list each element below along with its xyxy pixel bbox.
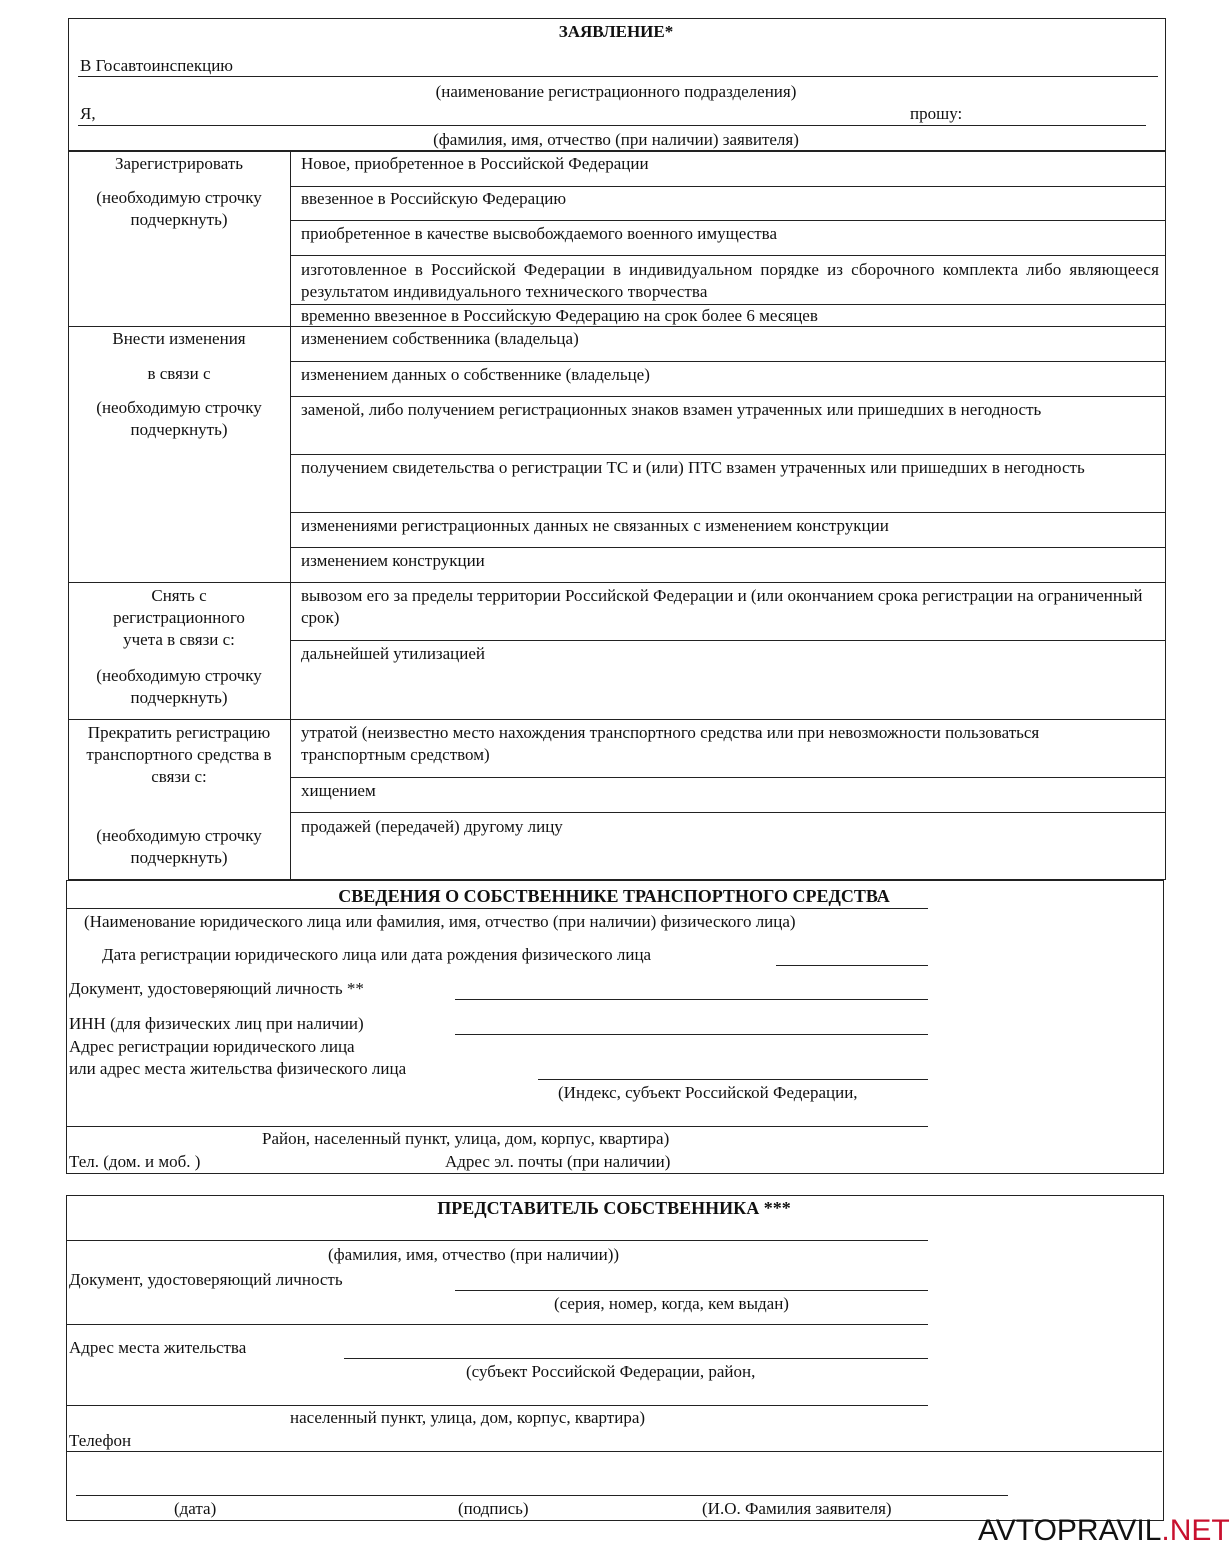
rep-name-line[interactable] xyxy=(66,1240,928,1241)
owner-inn-line[interactable] xyxy=(455,1034,928,1035)
rep-phone-label: Телефон xyxy=(69,1431,132,1450)
underline-hint: (необходимую строчку подчеркнуть) xyxy=(96,666,262,707)
option-assembled[interactable]: изготовленное в Российской Федерации в индивидуальном порядке из сборочного комплекта либо являющееся результатом индивидуального технического творчества xyxy=(301,260,1159,301)
row-separator xyxy=(290,220,1165,221)
section-register-label: Зарегистрировать xyxy=(114,154,244,173)
section-change-sub: в связи с xyxy=(147,364,211,383)
fio-hint: (И.О. Фамилия заявителя) xyxy=(702,1499,892,1518)
owner-address-line-2[interactable] xyxy=(66,1126,928,1127)
rep-name-hint: (фамилия, имя, отчество (при наличии)) xyxy=(328,1245,620,1264)
signature-line[interactable] xyxy=(76,1495,1008,1496)
table-divider xyxy=(290,150,291,879)
option-new-rf[interactable]: Новое, приобретенное в Российской Федерации xyxy=(301,154,649,173)
section-deregister-label: Снять с регистрационного учета в связи с: xyxy=(113,586,245,649)
row-separator xyxy=(290,454,1165,455)
rep-address-line[interactable] xyxy=(344,1358,928,1359)
option-certificate-replace[interactable]: получением свидетельства о регистрации ТС и (или) ПТС взамен утраченных или пришедших в негодность xyxy=(301,458,1085,477)
option-plates-replace[interactable]: заменой, либо получением регистрационных знаков взамен утраченных или пришедших в негодность xyxy=(301,400,1042,419)
option-owner-data-change[interactable]: изменением данных о собственнике (владельце) xyxy=(301,365,650,384)
row-separator xyxy=(290,186,1165,187)
to-label: В Госавтоинспекцию xyxy=(80,56,233,75)
owner-email-label: Адрес эл. почты (при наличии) xyxy=(445,1152,671,1171)
watermark-main: AVTOPRAVIL xyxy=(978,1514,1162,1547)
owner-address-hint: (Индекс, субъект Российской Федерации, xyxy=(558,1083,858,1102)
underline-hint: (необходимую строчку подчеркнуть) xyxy=(96,188,262,229)
section-separator xyxy=(68,719,1165,720)
owner-date-line[interactable] xyxy=(776,965,928,966)
option-sale[interactable]: продажей (передачей) другому лицу xyxy=(301,817,563,836)
to-hint: (наименование регистрационного подразделения) xyxy=(435,82,797,101)
option-military[interactable]: приобретенное в качестве высвобождаемого военного имущества xyxy=(301,224,777,243)
section-separator xyxy=(68,582,1165,583)
i-label: Я, xyxy=(80,104,96,123)
name-line[interactable] xyxy=(78,125,1146,126)
owner-name-line[interactable] xyxy=(66,908,928,909)
date-hint: (дата) xyxy=(174,1499,217,1518)
row-separator xyxy=(290,512,1165,513)
watermark-suffix: .NET xyxy=(1161,1514,1230,1547)
section-change-label: Внести изменения xyxy=(112,329,246,348)
option-theft[interactable]: хищением xyxy=(301,781,376,800)
representative-title: ПРЕДСТАВИТЕЛЬ СОБСТВЕННИКА *** xyxy=(437,1198,791,1218)
rep-address-hint-2: населенный пункт, улица, дом, корпус, квартира) xyxy=(290,1408,646,1427)
rep-address-hint: (субъект Российской Федерации, район, xyxy=(466,1362,756,1381)
option-owner-change[interactable]: изменением собственника (владельца) xyxy=(301,329,579,348)
owner-address-line[interactable] xyxy=(538,1079,928,1080)
rep-doc-line-2[interactable] xyxy=(66,1324,928,1325)
option-temporary-import[interactable]: временно ввезенное в Российскую Федерацию на срок более 6 месяцев xyxy=(301,306,818,325)
request-label: прошу: xyxy=(910,104,963,123)
rep-address-line-2[interactable] xyxy=(66,1405,928,1406)
owner-address-hint-2: Район, населенный пункт, улица, дом, корпус, квартира) xyxy=(262,1129,670,1148)
name-hint: (фамилия, имя, отчество (при наличии) заявителя) xyxy=(433,130,799,149)
owner-inn-label: ИНН (для физических лиц при наличии) xyxy=(69,1014,364,1033)
option-imported[interactable]: ввезенное в Российскую Федерацию xyxy=(301,189,567,208)
row-separator xyxy=(290,777,1165,778)
option-loss[interactable]: утратой (неизвестно место нахождения транспортного средства или при невозможности пользоваться транспортным средством) xyxy=(301,723,1040,764)
option-export[interactable]: вывозом его за пределы территории Российской Федерации и (или окончанием срока регистрации на ограниченный срок) xyxy=(301,586,1143,627)
rep-doc-hint: (серия, номер, когда, кем выдан) xyxy=(554,1294,789,1313)
underline-hint: (необходимую строчку подчеркнуть) xyxy=(96,826,262,867)
owner-address-label: Адрес регистрации юридического лица xyxy=(69,1037,355,1056)
option-reg-data-change[interactable]: изменениями регистрационных данных не связанных с изменением конструкции xyxy=(301,516,889,535)
row-separator xyxy=(290,812,1165,813)
owner-doc-line[interactable] xyxy=(455,999,928,1000)
owner-address-label-2: или адрес места жительства физического лица xyxy=(69,1059,407,1078)
option-utilization[interactable]: дальнейшей утилизацией xyxy=(301,644,486,663)
underline-hint: (необходимую строчку подчеркнуть) xyxy=(96,398,262,439)
row-separator xyxy=(290,361,1165,362)
rep-address-label: Адрес места жительства xyxy=(69,1338,247,1357)
section-terminate-label: Прекратить регистрацию транспортного средства в связи с: xyxy=(86,723,272,786)
to-line[interactable] xyxy=(78,76,1158,77)
rep-doc-label: Документ, удостоверяющий личность xyxy=(69,1270,343,1289)
owner-title: СВЕДЕНИЯ О СОБСТВЕННИКЕ ТРАНСПОРТНОГО СРЕДСТВА xyxy=(338,886,890,906)
row-separator xyxy=(290,640,1165,641)
row-separator xyxy=(290,396,1165,397)
sign-hint: (подпись) xyxy=(458,1499,529,1518)
form-title: ЗАЯВЛЕНИЕ* xyxy=(558,22,674,41)
owner-doc-label: Документ, удостоверяющий личность ** xyxy=(69,979,364,998)
owner-name-hint: (Наименование юридического лица или фамилия, имя, отчество (при наличии) физического лица) xyxy=(84,912,796,931)
rep-doc-line[interactable] xyxy=(455,1290,928,1291)
site-watermark xyxy=(978,1514,1230,1548)
rep-phone-line[interactable] xyxy=(66,1451,1162,1452)
row-separator xyxy=(290,255,1165,256)
row-separator xyxy=(290,547,1165,548)
owner-phone-label: Тел. (дом. и моб. ) xyxy=(69,1152,201,1171)
option-construction-change[interactable]: изменением конструкции xyxy=(301,551,485,570)
owner-date-label: Дата регистрации юридического лица или дата рождения физического лица xyxy=(102,945,652,964)
